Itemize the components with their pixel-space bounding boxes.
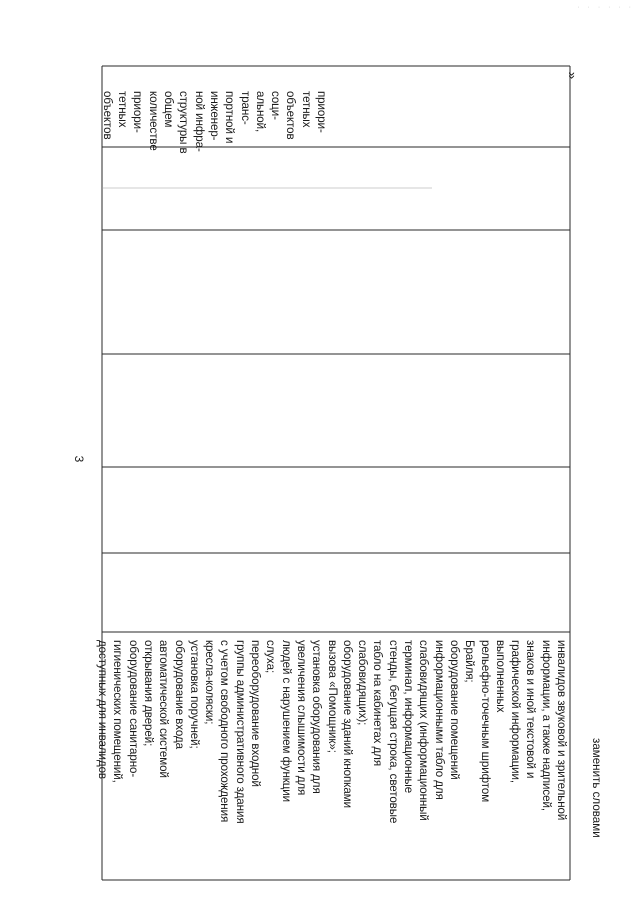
cell-line: соци-: [269, 91, 283, 120]
cell-line: доступных для инвалидов: [96, 640, 110, 779]
cell-line: структуры в: [177, 91, 191, 154]
cell-line: количестве: [146, 91, 160, 151]
cell-line: гигиенических помещений,: [111, 640, 125, 783]
cell-line: людей с нарушением функции: [279, 640, 293, 803]
cell-line: ной инфра-: [192, 91, 206, 152]
table-cell-priority-objects: [100, 91, 329, 154]
cell-line: вызова «Помощник»;: [325, 640, 339, 753]
cell-line: графической информации,: [509, 640, 523, 784]
cell-line: портной и: [223, 91, 237, 144]
cell-line: табло на кабинетах для: [371, 640, 385, 766]
cell-line: приори-: [131, 91, 145, 133]
closing-quote: »: [565, 71, 581, 80]
cell-line: переоборудование входной: [249, 640, 263, 787]
cell-line: слабовидящих);: [356, 640, 370, 726]
cell-line: общем: [162, 91, 176, 128]
cell-line: инженер-: [207, 91, 221, 141]
cell-line: транс-: [238, 91, 252, 125]
cell-line: оборудование помещений: [447, 640, 461, 780]
cell-line: группы административного здания: [233, 640, 247, 824]
cell-line: оборудование входа: [172, 640, 186, 749]
cell-line: знаков и иной текстовой и: [524, 640, 538, 779]
cell-line: тетных: [299, 91, 313, 128]
cell-line: автоматической системой: [157, 640, 171, 778]
cell-line: открывания дверей;: [141, 640, 155, 747]
scan-noise: · · · · · ·: [577, 4, 634, 11]
cell-line: слуха;: [264, 640, 278, 674]
cell-line: слабовидящих (информационный: [417, 640, 431, 821]
cell-line: выполненных: [493, 640, 507, 713]
cell-line: терминал, информационные: [402, 640, 416, 794]
cell-line: кресла-коляски;: [203, 640, 217, 725]
cell-line: установка оборудования для: [310, 640, 324, 794]
cell-line: объектов: [284, 91, 298, 140]
cell-line: объектов: [100, 91, 114, 140]
cell-line: альной,: [253, 91, 267, 133]
cell-line: увеличения слышимости для: [294, 640, 308, 796]
page-number: 3: [72, 455, 86, 463]
cell-line: стенды, бегущая строка, световые: [386, 640, 400, 824]
table-cell-measures: [95, 640, 569, 824]
cell-line: с учетом свободного прохождения: [218, 640, 232, 823]
cell-line: тетных: [116, 91, 130, 128]
cell-line: оборудование зданий кнопками: [340, 640, 354, 808]
cell-line: информационными табло для: [432, 640, 446, 800]
cell-line: информации, а также надписей,: [539, 640, 553, 811]
cell-line: приори-: [315, 91, 328, 133]
replace-with-words-note: заменить словами: [590, 738, 603, 838]
cell-line: Брайля;: [463, 640, 477, 683]
cell-line: установка поручней;: [187, 640, 201, 749]
cell-line: оборудование санитарно-: [126, 640, 140, 778]
cell-line: инвалидов звуковой и зрительной: [555, 640, 568, 821]
cell-line: рельефно-точечным шрифтом: [478, 640, 492, 803]
